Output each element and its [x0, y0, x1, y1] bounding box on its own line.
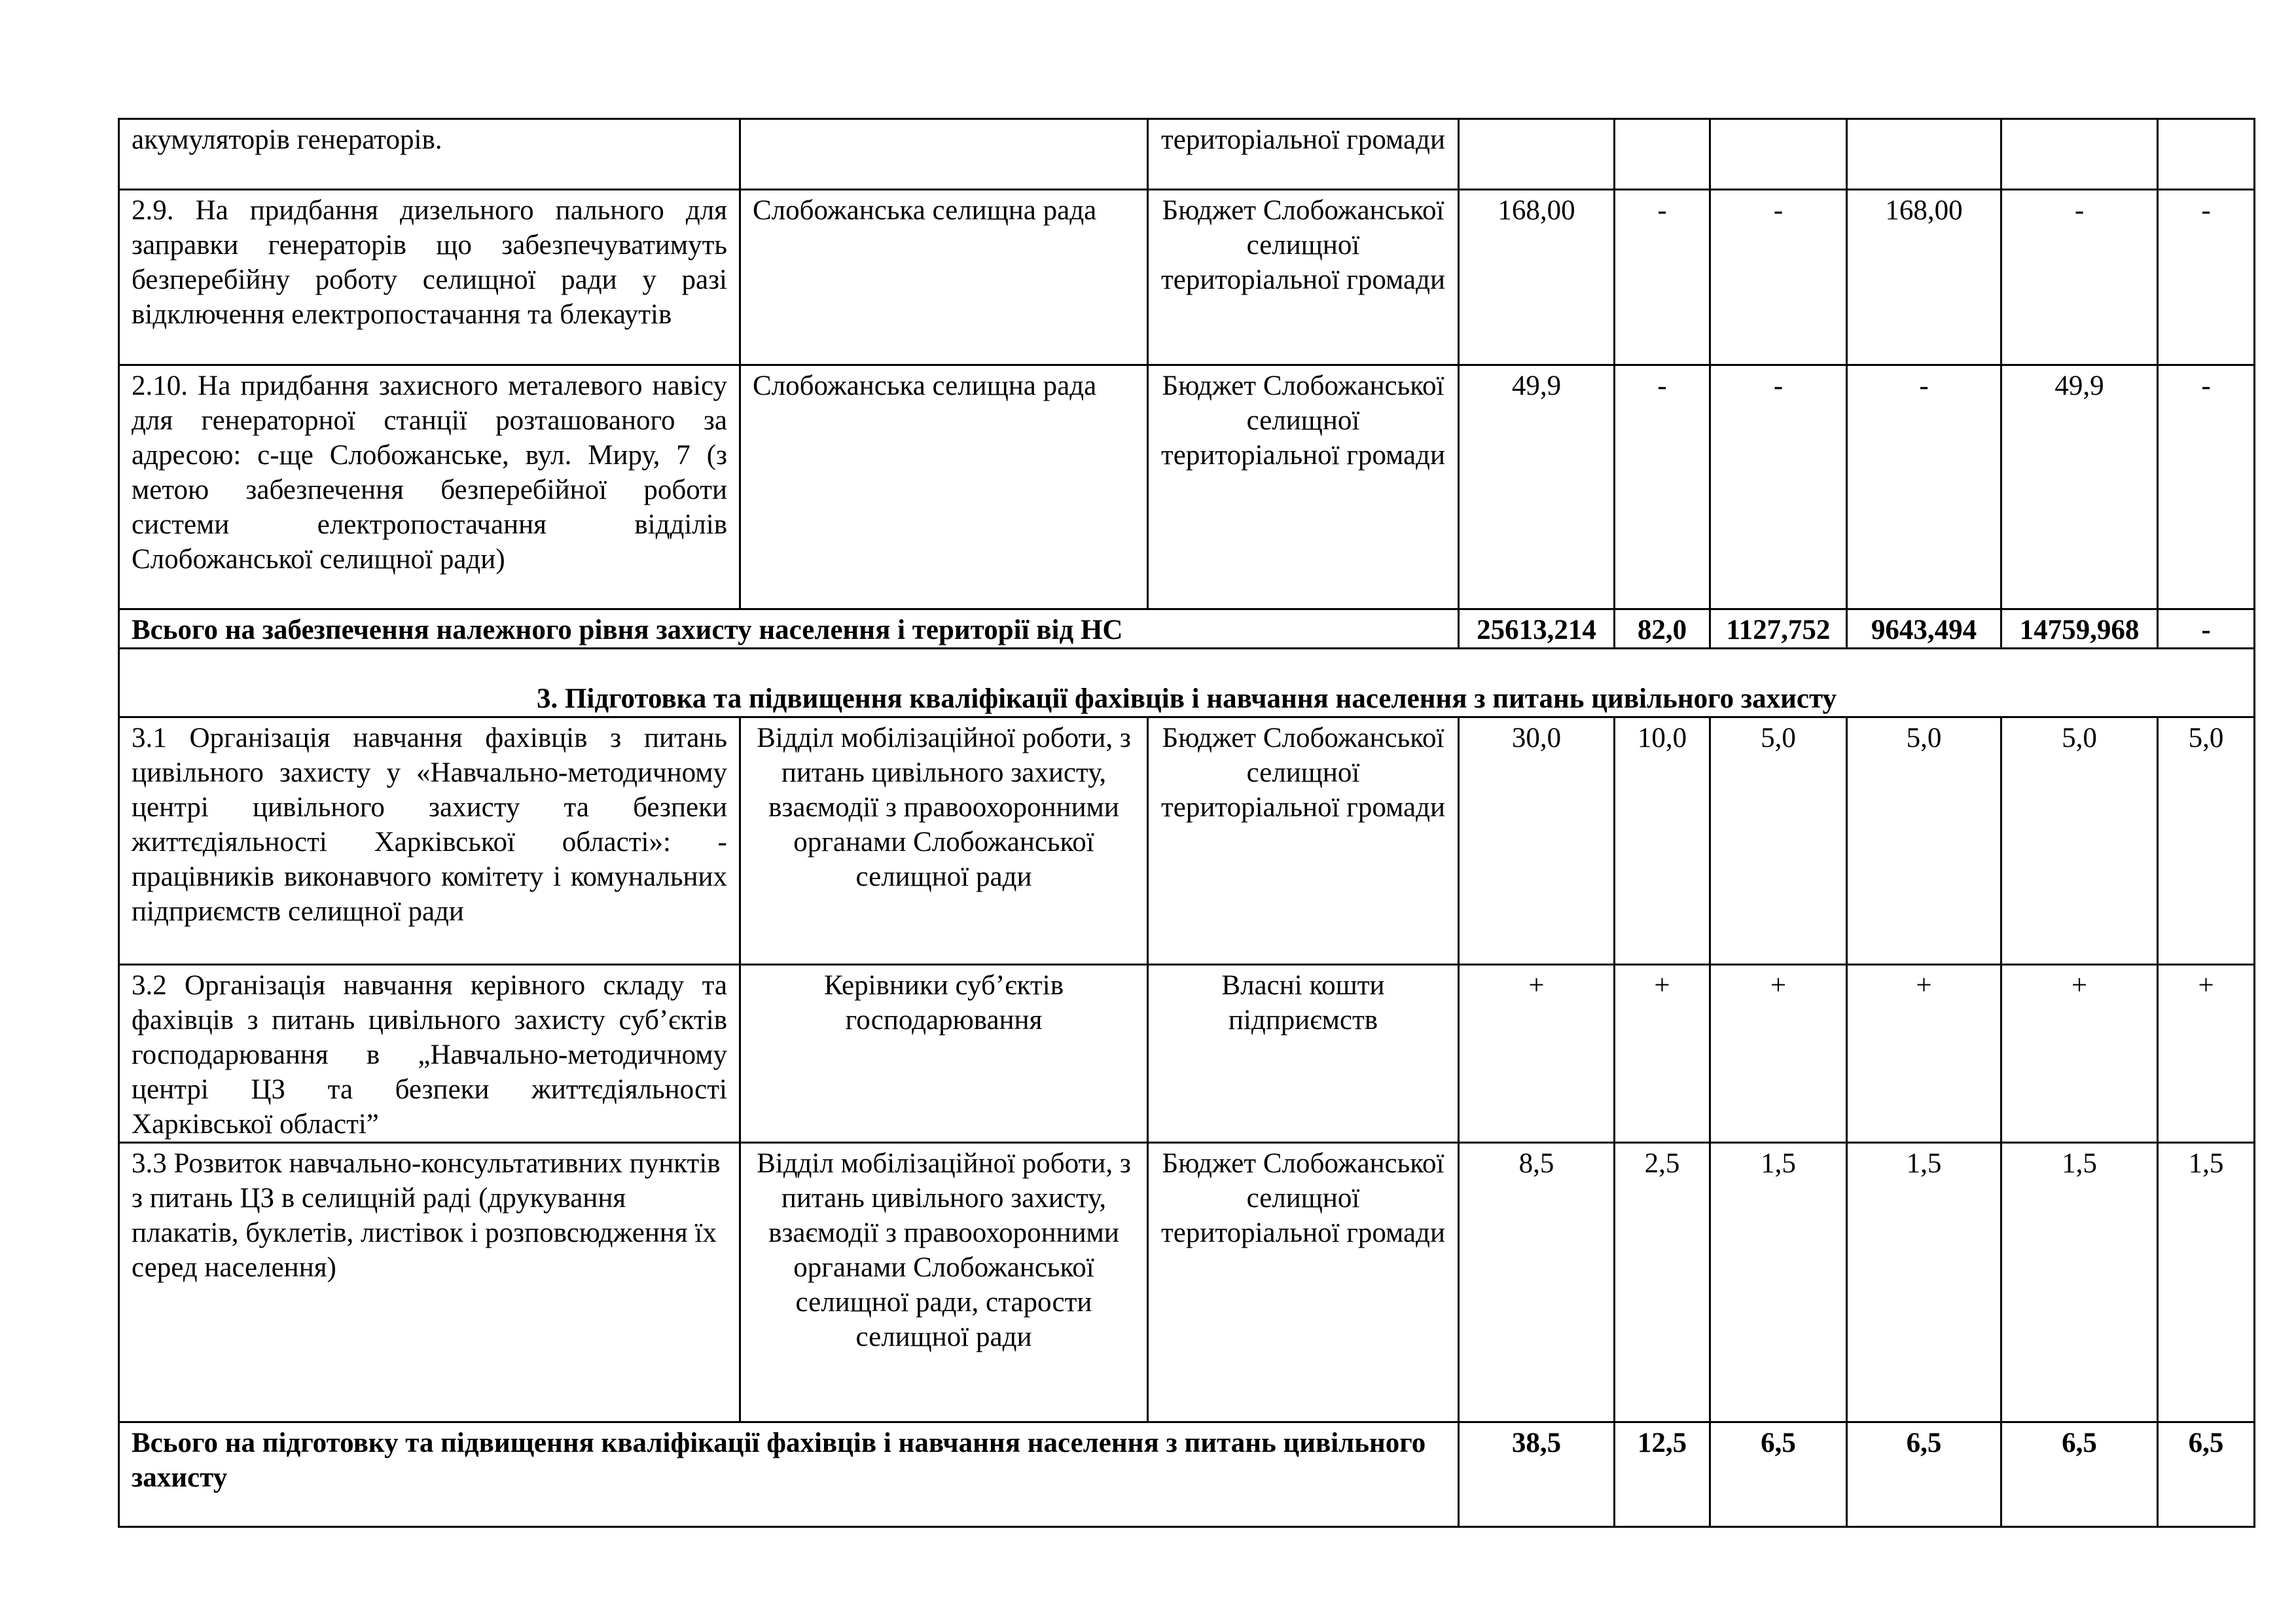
- amount-cell: +: [1847, 965, 2001, 1143]
- section-title: 3. Підготовка та підвищення кваліфікації фахівців і навчання населення з питань цивільного захисту: [119, 649, 2255, 717]
- amount-cell: 1,5: [1710, 1143, 1847, 1422]
- measure-description: 3.1 Організація навчання фахівців з питань цивільного захисту у «Навчально-методичному центрі цивільного захисту та безпеки життєдіяльності Харківської області»: - працівників виконавчого комітету і комунальних підприємств селищної ради: [119, 717, 740, 965]
- measure-description: 3.3 Розвиток навчально-консультативних пунктів з питань ЦЗ в селищній раді (друкування плакатів, буклетів, листівок і розповсюдження їх серед населення): [119, 1143, 740, 1422]
- responsible-executor: Керівники суб’єктів господарювання: [740, 965, 1148, 1143]
- responsible-executor: [740, 119, 1148, 190]
- amount-cell: 5,0: [1847, 717, 2001, 965]
- amount-cell: [1615, 119, 1710, 190]
- amount-cell: -: [1710, 190, 1847, 365]
- table-row: [119, 365, 2255, 609]
- amount-cell: +: [1615, 965, 1710, 1143]
- total-amount: 6,5: [1710, 1422, 1847, 1527]
- responsible-executor: Слобожанська селищна рада: [740, 365, 1148, 609]
- total-amount: 38,5: [1459, 1422, 1615, 1527]
- amount-cell: 2,5: [1615, 1143, 1710, 1422]
- amount-cell: [1847, 119, 2001, 190]
- amount-cell: 49,9: [1459, 365, 1615, 609]
- total-amount: 6,5: [2001, 1422, 2158, 1527]
- amount-cell: 1,5: [2158, 1143, 2255, 1422]
- amount-cell: 49,9: [2001, 365, 2158, 609]
- total-amount: 14759,968: [2001, 609, 2158, 649]
- amount-cell: -: [2158, 365, 2255, 609]
- total-amount: 6,5: [1847, 1422, 2001, 1527]
- total-amount: 1127,752: [1710, 609, 1847, 649]
- amount-cell: 1,5: [1847, 1143, 2001, 1422]
- amount-cell: [2001, 119, 2158, 190]
- total-amount: 25613,214: [1459, 609, 1615, 649]
- responsible-executor: Відділ мобілізаційної роботи, з питань цивільного захисту, взаємодії з правоохоронними органами Слобожанської селищної ради, старости селищної ради: [740, 1143, 1148, 1422]
- amount-cell: 30,0: [1459, 717, 1615, 965]
- funding-source: Бюджет Слобожанської селищної територіальної громади: [1148, 717, 1459, 965]
- measure-description: 2.10. На придбання захисного металевого навісу для генераторної станції розташованого за адресою: с-ще Слобожанське, вул. Миру, 7 (з метою забезпечення безперебійної роботи системи електропостачання відділів Слобожанської селищної ради): [119, 365, 740, 609]
- amount-cell: 5,0: [2001, 717, 2158, 965]
- amount-cell: -: [1615, 190, 1710, 365]
- table-row: [119, 1143, 2255, 1422]
- total-amount: 12,5: [1615, 1422, 1710, 1527]
- total-amount: 6,5: [2158, 1422, 2255, 1527]
- amount-cell: 8,5: [1459, 1143, 1615, 1422]
- total-label: Всього на підготовку та підвищення кваліфікації фахівців і навчання населення з питань цивільного захисту: [119, 1422, 1459, 1527]
- amount-cell: 5,0: [1710, 717, 1847, 965]
- section-header-row: [119, 649, 2255, 717]
- funding-source: Власні кошти підприємств: [1148, 965, 1459, 1143]
- amount-cell: -: [1847, 365, 2001, 609]
- amount-cell: -: [2001, 190, 2158, 365]
- funding-source: Бюджет Слобожанської селищної територіальної громади: [1148, 1143, 1459, 1422]
- amount-cell: +: [2001, 965, 2158, 1143]
- amount-cell: 5,0: [2158, 717, 2255, 965]
- amount-cell: -: [1710, 365, 1847, 609]
- measure-description: 2.9. На придбання дизельного пального для заправки генераторів що забезпечуватимуть безперебійну роботу селищної ради у разі відключення електропостачання та блекаутів: [119, 190, 740, 365]
- program-table: [118, 118, 2255, 1528]
- amount-cell: -: [1615, 365, 1710, 609]
- responsible-executor: Відділ мобілізаційної роботи, з питань цивільного захисту, взаємодії з правоохоронними органами Слобожанської селищної ради: [740, 717, 1148, 965]
- table-row: [119, 965, 2255, 1143]
- table-row: [119, 119, 2255, 190]
- total-amount: 9643,494: [1847, 609, 2001, 649]
- measure-description: 3.2 Організація навчання керівного складу та фахівців з питань цивільного захисту суб’єктів господарювання в „Навчально-методичному центрі ЦЗ та безпеки життєдіяльності Харківської області”: [119, 965, 740, 1143]
- responsible-executor: Слобожанська селищна рада: [740, 190, 1148, 365]
- amount-cell: +: [1459, 965, 1615, 1143]
- table-row: [119, 717, 2255, 965]
- amount-cell: +: [2158, 965, 2255, 1143]
- amount-cell: 168,00: [1847, 190, 2001, 365]
- funding-source: територіальної громади: [1148, 119, 1459, 190]
- amount-cell: 168,00: [1459, 190, 1615, 365]
- amount-cell: 10,0: [1615, 717, 1710, 965]
- table-body: [119, 119, 2255, 1527]
- total-amount: 82,0: [1615, 609, 1710, 649]
- table-row: [119, 190, 2255, 365]
- funding-source: Бюджет Слобожанської селищної територіальної громади: [1148, 190, 1459, 365]
- amount-cell: 1,5: [2001, 1143, 2158, 1422]
- amount-cell: [1459, 119, 1615, 190]
- amount-cell: +: [1710, 965, 1847, 1143]
- total-row: [119, 609, 2255, 649]
- amount-cell: [2158, 119, 2255, 190]
- amount-cell: [1710, 119, 1847, 190]
- total-amount: -: [2158, 609, 2255, 649]
- funding-source: Бюджет Слобожанської селищної територіальної громади: [1148, 365, 1459, 609]
- total-label: Всього на забезпечення належного рівня захисту населення і території від НС: [119, 609, 1459, 649]
- measure-description: акумуляторів генераторів.: [119, 119, 740, 190]
- total-row: [119, 1422, 2255, 1527]
- amount-cell: -: [2158, 190, 2255, 365]
